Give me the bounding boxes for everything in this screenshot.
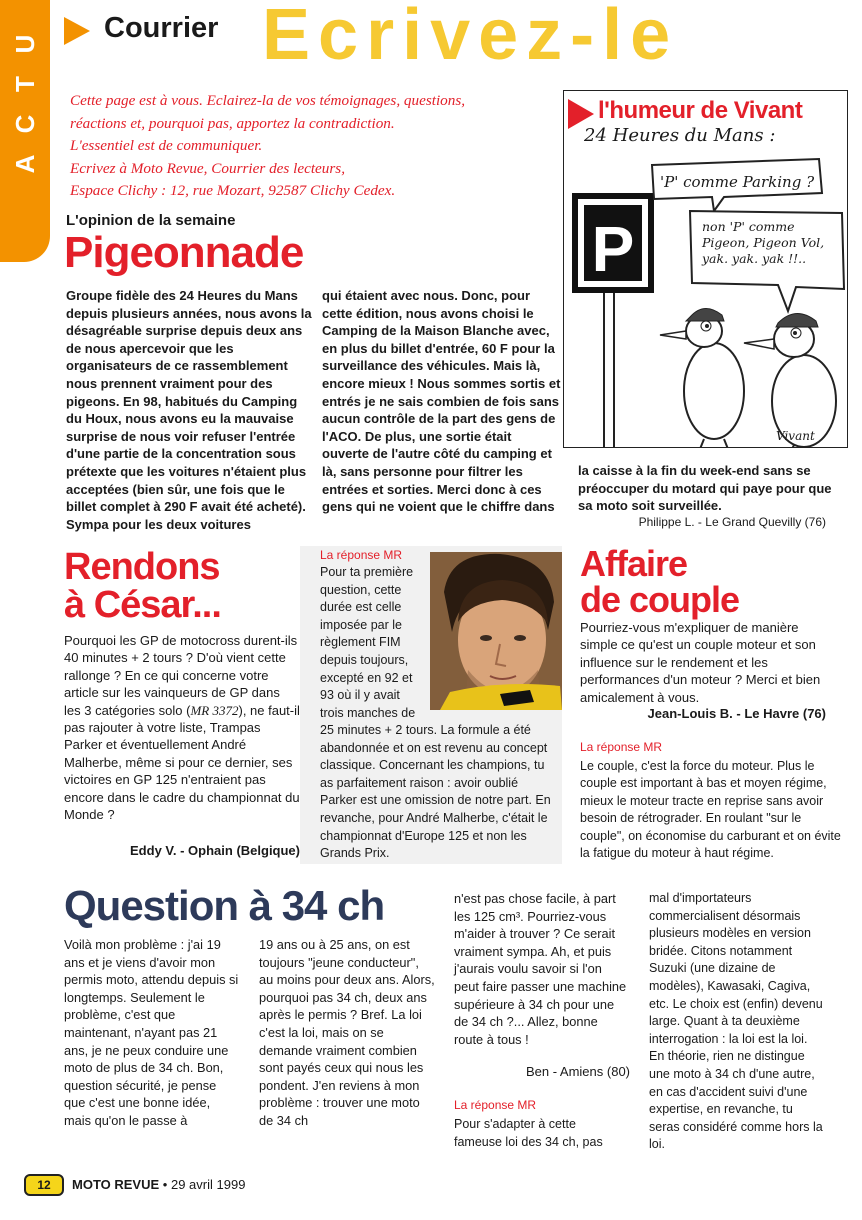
- cartoon-signature: Vivant: [776, 429, 815, 443]
- intro-text: [70, 90, 550, 203]
- parking-sign-letter: P: [591, 213, 635, 285]
- article-signature: Philippe L. - Le Grand Quevilly (76): [638, 515, 826, 529]
- article-body: [64, 632, 300, 823]
- article-title: [64, 548, 221, 624]
- reply-label: La réponse MR: [454, 1098, 537, 1112]
- reply-line: durée est celle: [320, 600, 402, 615]
- article-title: Pigeonnade: [64, 228, 304, 277]
- portrait-photo: [430, 552, 562, 710]
- bubble-line: Pigeon, Pigeon Vol,: [702, 235, 825, 250]
- issue-date: 29 avril 1999: [170, 1177, 246, 1192]
- article-title: Question à 34 ch: [64, 882, 385, 929]
- reply-body: 25 minutes + 2 tours. La formule a été abandonnée et on est revenu au concept classique. Concernant les champions, tu as parfaitement raison : avoir oublié Parker est une omission de notre part. En revanche, pour André Malherbe, c'était le championnat d'Europe 125 et non les Grands Prix.: [320, 723, 551, 861]
- title-line: de couple: [580, 579, 740, 620]
- article-column: Voilà mon problème : j'ai 19 ans et je viens d'avoir mon permis moto, attendu depuis si longtemps. Seulement le problème, c'est que maintenant, n'ayant pas 21 ans, je ne peux conduire une moto de plus de 34 ch. Bon, question sécurité, je pense que c'est une bonne idée, mais qu'on le passe à: [64, 937, 239, 1128]
- cartoon-subtitle: 24 Heures du Mans :: [584, 125, 776, 146]
- article-body: Pourriez-vous m'expliquer de manière simple ce qu'est un couple moteur et son influence sur le rendement et les performances d'un moteur ? Merci et bien amicalement à vous.: [580, 620, 821, 705]
- side-tab-letter: C: [10, 114, 40, 134]
- reply-line: règlement FIM: [320, 635, 401, 650]
- cartoon-box: [563, 90, 848, 448]
- article-signature: Eddy V. - Ophain (Belgique): [130, 843, 300, 858]
- banner-title: Ecrivez-le: [262, 0, 679, 75]
- title-line: Affaire: [580, 543, 688, 584]
- article-column: la caisse à la fin du week-end sans se préoccuper du motard qui paye pour que sa moto soit surveillée.: [578, 463, 832, 514]
- intro-line: Cette page est à vous. Eclairez-la de vos témoignages, questions,: [70, 92, 466, 109]
- side-tab-letter: A: [10, 154, 40, 174]
- footer-separator: •: [162, 1177, 168, 1192]
- article-column: n'est pas chose facile, à part les 125 cm³. Pourriez-vous m'aider à trouver ? Ce serait vraiment sympa. Ah, et puis j'aurais voulu savoir si l'on peut faire passer une machine supérieure à 34 ch pour une de 34 ch ?... Allez, bonne route à tous !: [454, 891, 627, 1047]
- reply-body: Le couple, c'est la force du moteur. Plus le couple est important à bas et moyen régime, mieux le moteur tracte en reprise sans avoir besoin de rétrograder. En roulant "sur le couple", on économise du carburant et on évite la fatigue du moteur à haut régime.: [580, 759, 841, 861]
- intro-line: Ecrivez à Moto Revue, Courrier des lecteurs,: [70, 159, 345, 177]
- reply-line: depuis toujours,: [320, 652, 409, 667]
- page-number-badge: [24, 1174, 64, 1196]
- intro-line: L'essentiel est de communiquer.: [70, 137, 263, 154]
- footer-credit: [72, 1177, 245, 1192]
- reply-line: Pour ta première: [320, 565, 414, 579]
- bubble-line: non 'P' comme: [702, 219, 795, 234]
- title-line: Rendons: [64, 546, 220, 588]
- reply-body: mal d'importateurs commercialisent désormais plusieurs modèles en version bridée. Citons notamment Suzuki (une dizaine de modèles), Kawasaki, Cagiva, etc. Le choix est (enfin) devenu large. Quant à ta deuxième interrogation : la loi est la loi. En théorie, rien ne distingue une moto à 34 ch d'une autre, en cas d'accident suivi d'une expertise, en revanche, tu seras considéré comme hors la loi.: [649, 891, 823, 1152]
- reply-line: excepté en 92 et: [320, 670, 413, 685]
- article-column: Groupe fidèle des 24 Heures du Mans depuis plusieurs années, nous avons la désagréable surprise depuis deux ans de nous apercevoir que les organisateurs de ce rassemblement nous prennent vraiment pour des pigeons. En 98, habitués du Camping du Houx, nous avons eu la mauvaise surprise de nous voir refuser l'entrée d'une partie de la concentration sous prétexte que les voitures n'étaient plus acceptées (bien sûr, une fois que le billet complet à 290 F avait été acheté). Sympa pour les deux voitures: [66, 288, 312, 532]
- magazine-name: MOTO REVUE: [72, 1177, 160, 1192]
- reply-label: La réponse MR: [580, 740, 663, 754]
- article-column: 19 ans ou à 25 ans, on est toujours "jeune conducteur", au moins pour deux ans. Alors, pourquoi pas 34 ch, deux ans après le permis ? Bref. La loi c'est la loi, mais on se demande vraiment combien sont payés ceux qui nous les pondent. J'en reviens à mon problème : trouver une moto de 34 ch: [259, 937, 435, 1128]
- cartoon-bubble-1: 'P' comme Parking ?: [660, 173, 815, 191]
- reply-line: question, cette: [320, 582, 402, 597]
- body-text: Pourquoi les GP de motocross durent-ils 40 minutes + 2 tours ? D'où vient cette rallonge ? En ce qui concerne votre article sur les vainqueurs de GP dans les 3 catégories solo (: [64, 633, 298, 718]
- section-side-tab: [0, 0, 50, 262]
- article-column: qui étaient avec nous. Donc, pour cette édition, nous avons choisi le Camping de la Maison Blanche avec, en plus du billet d'entrée, 60 F pour la surveillance des véhicules. Mais là, encore mieux ! Nous sommes sortis et entrés je ne sais combien de fois sans aucun contrôle de la part des gens de l'ACO. De plus, une sortie était ouverte de l'autre côté du camping et là, sans personne pour filtrer les entrées et sorties. Merci donc à ces gens qui ne voient que le chiffre dans: [322, 288, 561, 515]
- reply-narrow-block: [320, 564, 430, 722]
- side-tab-letter: T: [10, 76, 40, 92]
- reply-line: trois manches de: [320, 705, 416, 720]
- section-side-tab-label: [0, 24, 50, 184]
- page-number: 12: [37, 1178, 51, 1192]
- body-text: ), ne faut-il pas rajouter à votre liste, Trampas Parker et éventuellement André Malherbe, même si pour ce dernier, ses victoires en GP 125 n'entraient pas encore dans le cadre du championnat du Monde ?: [64, 702, 300, 823]
- intro-line: réactions et, pourquoi pas, apportez la contradiction.: [70, 114, 395, 132]
- bubble-line: yak. yak. yak !!..: [702, 251, 807, 266]
- reply-label: La réponse MR: [320, 548, 403, 562]
- article-kicker: L'opinion de la semaine: [66, 212, 236, 229]
- article-signature: Ben - Amiens (80): [525, 1064, 630, 1079]
- cartoon-title: l'humeur de Vivant: [598, 97, 803, 124]
- cartoon-bubble-2: [702, 219, 824, 267]
- article-signature: Jean-Louis B. - Le Havre (76): [647, 706, 826, 721]
- intro-line: Espace Clichy : 12, rue Mozart, 92587 Clichy Cedex.: [70, 182, 396, 199]
- article-title: [580, 543, 740, 620]
- reply-body: Pour s'adapter à cette fameuse loi des 34 ch, pas: [454, 1117, 603, 1149]
- section-arrow-icon: [64, 17, 90, 45]
- magazine-reference: MR 3372: [190, 702, 239, 718]
- reply-line: 93 où il y avait: [320, 688, 400, 703]
- side-tab-letter: U: [10, 34, 40, 54]
- section-title: Courrier: [104, 12, 219, 44]
- reply-line: imposée par le: [320, 617, 402, 632]
- title-line: à César...: [64, 584, 221, 626]
- cartoon-drawing: [564, 151, 848, 448]
